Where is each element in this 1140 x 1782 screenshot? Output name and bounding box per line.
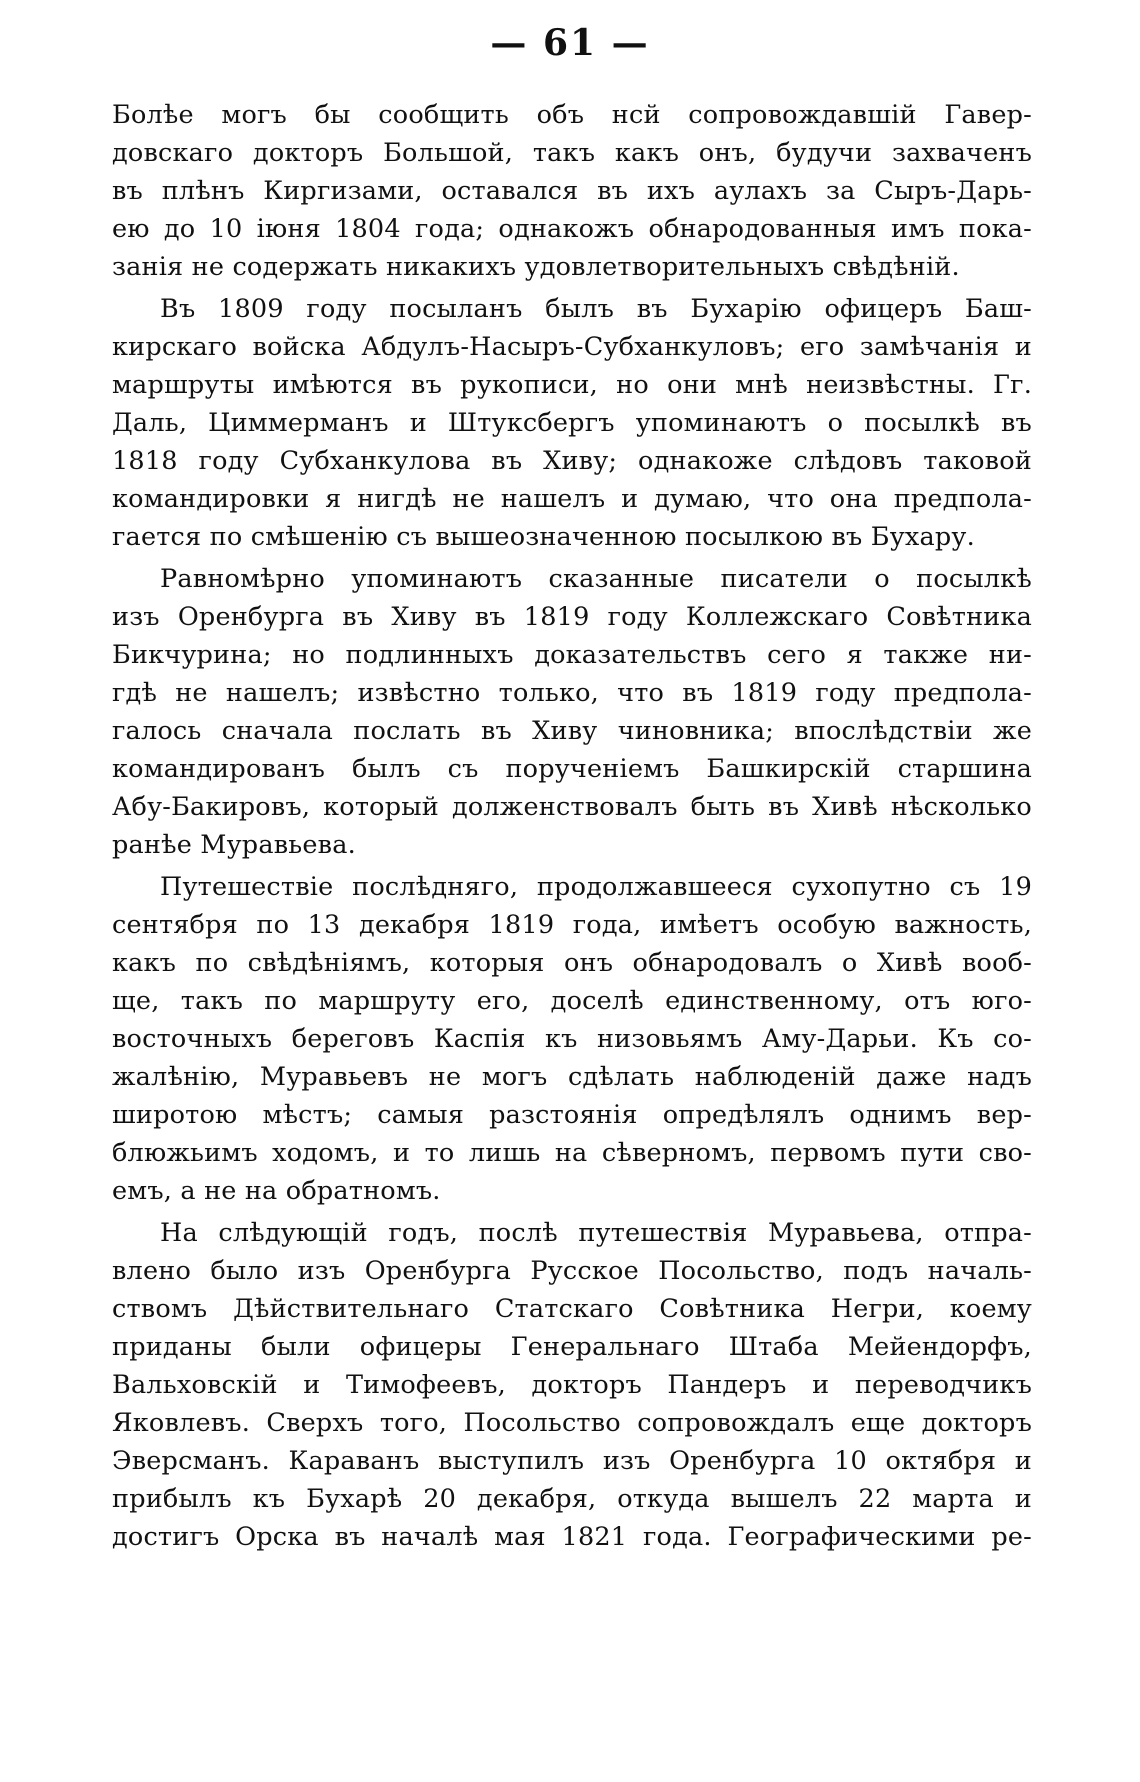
text-line: Даль, Циммерманъ и Штуксбергъ упоминаютъ о посылкѣ въ: [112, 408, 1032, 438]
text-line: галось сначала послать въ Хиву чиновника; впослѣдствіи же: [112, 716, 1032, 746]
text-line: восточныхъ береговъ Каспія къ низовьямъ Аму-Дарьи. Къ со-: [112, 1024, 1032, 1054]
text-line: ею до 10 іюня 1804 года; однакожъ обнародованныя имъ пока-: [112, 214, 1032, 244]
text-line: гдѣ не нашелъ; извѣстно только, что въ 1819 году предпола-: [112, 678, 1032, 708]
text-line: Эверсманъ. Караванъ выступилъ изъ Оренбурга 10 октября и: [112, 1446, 1032, 1476]
text-line: 1818 году Субханкулова въ Хиву; однакоже слѣдовъ таковой: [112, 446, 1032, 476]
text-line: Равномѣрно упоминаютъ сказанные писатели о посылкѣ: [160, 564, 1032, 594]
text-line: приданы были офицеры Генеральнаго Штаба Мейендорфъ,: [112, 1332, 1032, 1362]
text-line: довскаго докторъ Большой, такъ какъ онъ, будучи захваченъ: [112, 138, 1032, 168]
text-line: Въ 1809 году посыланъ былъ въ Бухарію офицеръ Баш-: [160, 294, 1032, 324]
text-line: ствомъ Дѣйствительнаго Статскаго Совѣтника Негри, коему: [112, 1294, 1032, 1324]
text-line: занія не содержать никакихъ удовлетворительныхъ свѣдѣній.: [112, 252, 960, 282]
text-line: влено было изъ Оренбурга Русское Посольство, подъ началь-: [112, 1256, 1032, 1286]
paragraph: [112, 96, 1032, 286]
text-line: ранѣе Муравьева.: [112, 830, 356, 860]
paragraph: [112, 1214, 1032, 1556]
text-line: жалѣнію, Муравьевъ не могъ сдѣлать наблюденій даже надъ: [112, 1062, 1032, 1092]
text-line: Болѣе могъ бы сообщить объ нсй сопровождавшій Гавер-: [112, 100, 1032, 130]
text-line: командированъ былъ съ порученіемъ Башкирскій старшина: [112, 754, 1032, 784]
text-line: ще, такъ по маршруту его, доселѣ единственному, отъ юго-: [112, 986, 1032, 1016]
text-line: Яковлевъ. Сверхъ того, Посольство сопровождалъ еще докторъ: [112, 1408, 1032, 1438]
text-line: прибылъ къ Бухарѣ 20 декабря, откуда вышелъ 22 марта и: [112, 1484, 1032, 1514]
text-line: Абу-Бакировъ, который долженствовалъ быть въ Хивѣ нѣсколько: [112, 792, 1032, 822]
text-line: въ плѣнъ Киргизами, оставался въ ихъ аулахъ за Сыръ-Дарь-: [112, 176, 1032, 206]
text-line: изъ Оренбурга въ Хиву въ 1819 году Коллежскаго Совѣтника: [112, 602, 1032, 632]
text-line: сентября по 13 декабря 1819 года, имѣетъ особую важность,: [112, 910, 1032, 940]
paragraph: [112, 290, 1032, 556]
text-line: Вальховскій и Тимофеевъ, докторъ Пандеръ и переводчикъ: [112, 1370, 1032, 1400]
paragraph: [112, 868, 1032, 1210]
text-line: блюжьимъ ходомъ, и то лишь на сѣверномъ, первомъ пути сво-: [112, 1138, 1032, 1168]
text-line: достигъ Орска въ началѣ мая 1821 года. Географическими ре-: [112, 1522, 1032, 1552]
body-text: [112, 96, 1032, 1560]
text-line: широтою мѣстъ; самыя разстоянія опредѣлялъ однимъ вер-: [112, 1100, 1032, 1130]
text-line: На слѣдующій годъ, послѣ путешествія Муравьева, отпра-: [160, 1218, 1032, 1248]
text-line: какъ по свѣдѣніямъ, которыя онъ обнародовалъ о Хивѣ вооб-: [112, 948, 1032, 978]
text-line: командировки я нигдѣ не нашелъ и думаю, что она предпола-: [112, 484, 1032, 514]
text-line: Путешествіе послѣдняго, продолжавшееся сухопутно съ 19: [160, 872, 1032, 902]
text-line: гается по смѣшенію съ вышеозначенною посылкою въ Бухару.: [112, 522, 975, 552]
text-line: Бикчурина; но подлинныхъ доказательствъ сего я также ни-: [112, 640, 1032, 670]
text-line: емъ, а не на обратномъ.: [112, 1176, 441, 1206]
paragraph: [112, 560, 1032, 864]
page-number: — 61 —: [490, 22, 650, 64]
text-line: кирскаго войска Абдулъ-Насыръ-Субханкуловъ; его замѣчанія и: [112, 332, 1032, 362]
text-line: маршруты имѣются въ рукописи, но они мнѣ неизвѣстны. Гг.: [112, 370, 1032, 400]
